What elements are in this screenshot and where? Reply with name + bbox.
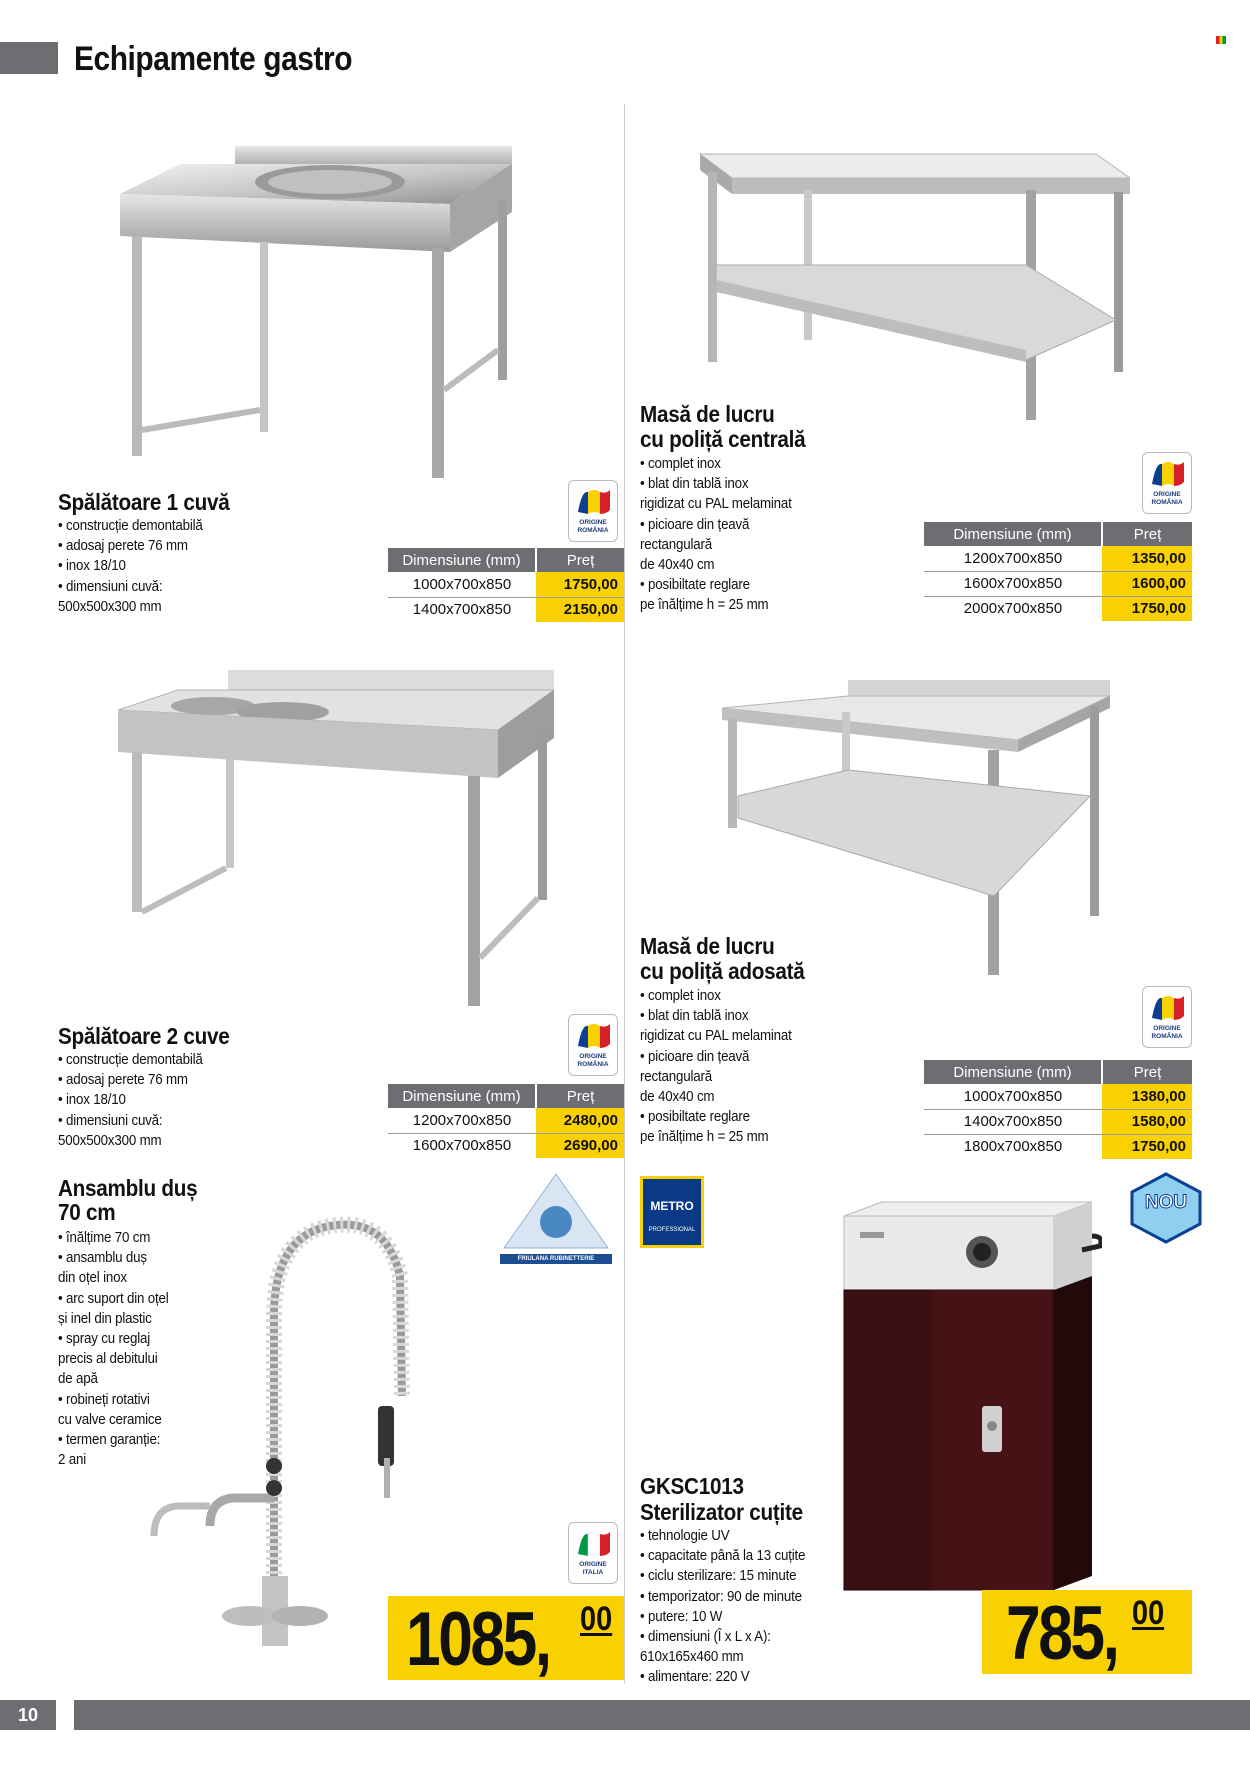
feature-line: rigidizat cu PAL melaminat (640, 496, 792, 513)
price-cell: 1750,00 (536, 572, 624, 597)
table-adosata-price-table (924, 1060, 1192, 1159)
dimension-cell: 1400x700x850 (412, 601, 512, 619)
feature-line: • ciclu sterilizare: 15 minute (640, 1568, 797, 1585)
new-badge-text: NOU (1144, 1192, 1188, 1213)
page-number: 10 (0, 1700, 56, 1730)
price-header: Preț (536, 548, 624, 572)
sterilizer-code: GKSC1013 (640, 1473, 744, 1499)
price-decimals: 00 (580, 1600, 613, 1638)
feature-line: rectangulară (640, 1068, 712, 1085)
feature-line: • spray cu reglaj (58, 1331, 150, 1348)
dimension-cell: 1200x700x850 (388, 1108, 536, 1133)
table-central-price-table (924, 522, 1192, 621)
header-bar (0, 42, 58, 74)
origin-label: ORIGINE ROMÂNIA (1151, 491, 1183, 506)
feature-line: 500x500x300 mm (58, 598, 162, 615)
feature-line: • alimentare: 220 V (640, 1669, 750, 1686)
table-row (924, 596, 1192, 621)
feature-line: • picioare din țeavă (640, 1048, 750, 1065)
price-header: Preț (1102, 522, 1192, 546)
sterilizer-title: Sterilizator cuțite (640, 1499, 803, 1525)
dimension-cell: 2000x700x850 (963, 600, 1063, 618)
sink-2-title: Spălătoare 2 cuve (58, 1023, 230, 1049)
table-central-title-1: Masă de lucru (640, 401, 775, 427)
origin-romania-badge (1142, 986, 1192, 1048)
feature-line: • complet inox (640, 988, 721, 1004)
feature-line: precis al debitului (58, 1351, 158, 1368)
sink-1-photo (120, 140, 520, 480)
origin-label: ORIGINE ITALIA (579, 1561, 607, 1576)
feature-line: • inox 18/10 (58, 558, 126, 575)
feature-line: de 40x40 cm (640, 1089, 715, 1106)
page-title: Echipamente gastro (74, 40, 353, 78)
feature-line: rigidizat cu PAL melaminat (640, 1028, 792, 1045)
sterilizer-price-box (982, 1590, 1192, 1674)
romania-flag-icon (576, 488, 612, 516)
italy-flag-icon (576, 1530, 612, 1558)
price-cell: 2150,00 (536, 597, 624, 622)
table-adosata-features (640, 986, 805, 1148)
feature-line: • blat din tablă inox (640, 1008, 749, 1025)
feature-line: • înălțime 70 cm (58, 1230, 151, 1246)
price-cell: 1750,00 (1102, 1134, 1192, 1159)
dimension-header: Dimensiune (mm) (924, 1060, 1102, 1084)
shower-title-2: 70 cm (58, 1199, 116, 1225)
dimension-header: Dimensiune (mm) (388, 548, 536, 572)
feature-line: pe înălțime h = 25 mm (640, 597, 769, 614)
shower-photo (150, 1196, 470, 1652)
feature-line: • ansamblu duș (58, 1250, 147, 1267)
dimension-cell: 1600x700x850 (412, 1137, 512, 1155)
feature-line: • adosaj perete 76 mm (58, 538, 188, 555)
table-central-features (640, 454, 805, 616)
feature-line: 610x165x460 mm (640, 1649, 744, 1666)
price-header: Preț (536, 1084, 624, 1108)
table-adosata-photo (718, 678, 1110, 980)
feature-line: • robineți rotativi (58, 1391, 150, 1408)
price-cell: 2480,00 (536, 1108, 624, 1133)
dimension-cell: 1000x700x850 (924, 1084, 1102, 1109)
metro-logo-text: METRO (650, 1199, 694, 1213)
table-row (388, 597, 624, 622)
dimension-cell: 1800x700x850 (963, 1138, 1063, 1156)
feature-line: • putere: 10 W (640, 1608, 723, 1625)
feature-line: • posibiltate reglare (640, 1109, 750, 1126)
dimension-cell: 1000x700x850 (388, 572, 536, 597)
dimension-cell: 1400x700x850 (924, 1109, 1102, 1134)
price-integer: 785, (1006, 1591, 1118, 1676)
table-row (388, 1133, 624, 1158)
dimension-cell: 1600x700x850 (924, 571, 1102, 596)
feature-line: • adosaj perete 76 mm (58, 1072, 188, 1089)
table-row (924, 1084, 1192, 1109)
romania-flag-icon (1150, 460, 1186, 488)
shower-price-box (388, 1596, 624, 1680)
feature-line: din oțel inox (58, 1270, 127, 1287)
metro-professional-logo (640, 1176, 704, 1248)
feature-line: de apă (58, 1371, 98, 1388)
table-adosata-title-1: Masă de lucru (640, 933, 775, 959)
feature-line: de 40x40 cm (640, 557, 715, 574)
sink-2-features (58, 1050, 215, 1151)
origin-italia-badge (568, 1522, 618, 1584)
feature-line: 2 ani (58, 1452, 87, 1469)
new-badge (1130, 1172, 1202, 1244)
feature-line: și inel din plastic (58, 1310, 152, 1327)
origin-romania-badge (1142, 452, 1192, 514)
price-cell: 1750,00 (1102, 596, 1192, 621)
origin-label: ORIGINE ROMÂNIA (577, 519, 609, 534)
romania-flag-icon (1150, 994, 1186, 1022)
feature-line: • posibiltate reglare (640, 577, 750, 594)
column-divider (624, 104, 625, 1684)
sink-1-features (58, 516, 215, 617)
table-central-photo (696, 150, 1130, 436)
price-cell: 1580,00 (1102, 1109, 1192, 1134)
feature-line: • construcție demontabilă (58, 518, 203, 534)
footer-bar (74, 1700, 1250, 1730)
price-cell: 1600,00 (1102, 571, 1192, 596)
sink-2-photo (118, 668, 554, 1012)
dimension-header: Dimensiune (mm) (388, 1084, 536, 1108)
corner-flag-mark (1216, 36, 1226, 44)
feature-line: • capacitate până la 13 cuțite (640, 1548, 806, 1565)
sterilizer-features (640, 1526, 820, 1688)
price-cell: 1380,00 (1102, 1084, 1192, 1109)
sink-1-title: Spălătoare 1 cuvă (58, 489, 230, 515)
table-row (924, 546, 1192, 571)
friulana-brand-logo (500, 1170, 612, 1264)
table-row (924, 571, 1192, 596)
price-cell: 2690,00 (536, 1133, 624, 1158)
origin-romania-badge (568, 1014, 618, 1076)
feature-line: 500x500x300 mm (58, 1132, 162, 1149)
sink-2-price-table (388, 1084, 624, 1158)
feature-line: • inox 18/10 (58, 1092, 126, 1109)
table-adosata-title-2: cu poliță adosată (640, 958, 805, 984)
price-cell: 1350,00 (1102, 546, 1192, 571)
origin-label: ORIGINE ROMÂNIA (577, 1053, 609, 1068)
feature-line: • dimensiuni cuvă: (58, 1112, 163, 1129)
feature-line: • blat din tablă inox (640, 476, 749, 493)
feature-line: • complet inox (640, 456, 721, 472)
feature-line: rectangulară (640, 536, 712, 553)
sink-1-price-table (388, 548, 624, 622)
table-row (924, 1134, 1192, 1159)
dimension-header: Dimensiune (mm) (924, 522, 1102, 546)
friulana-brand-text: FRIULANA RUBINETTERIE (500, 1254, 612, 1264)
origin-romania-badge (568, 480, 618, 542)
metro-logo-subtext: PROFESSIONAL (648, 1227, 696, 1233)
feature-line: • construcție demontabilă (58, 1052, 203, 1068)
shower-title-1: Ansamblu duș (58, 1175, 198, 1201)
feature-line: cu valve ceramice (58, 1411, 162, 1428)
feature-line: • termen garanție: (58, 1432, 161, 1449)
table-row (388, 1108, 624, 1133)
feature-line: • temporizator: 90 de minute (640, 1588, 802, 1605)
sterilizer-photo (842, 1196, 1102, 1592)
feature-line: pe înălțime h = 25 mm (640, 1129, 769, 1146)
feature-line: • tehnologie UV (640, 1528, 730, 1544)
feature-line: • dimensiuni cuvă: (58, 578, 163, 595)
romania-flag-icon (576, 1022, 612, 1050)
table-row (924, 1109, 1192, 1134)
feature-line: • arc suport din oțel (58, 1290, 169, 1307)
origin-label: ORIGINE ROMÂNIA (1151, 1025, 1183, 1040)
table-row (388, 572, 624, 597)
price-integer: 1085, (406, 1597, 550, 1682)
dimension-cell: 1200x700x850 (924, 546, 1102, 571)
feature-line: • picioare din țeavă (640, 516, 750, 533)
price-decimals: 00 (1132, 1594, 1165, 1632)
feature-line: • dimensiuni (Î x L x A): (640, 1629, 771, 1646)
price-header: Preț (1102, 1060, 1192, 1084)
table-central-title-2: cu poliță centrală (640, 426, 806, 452)
